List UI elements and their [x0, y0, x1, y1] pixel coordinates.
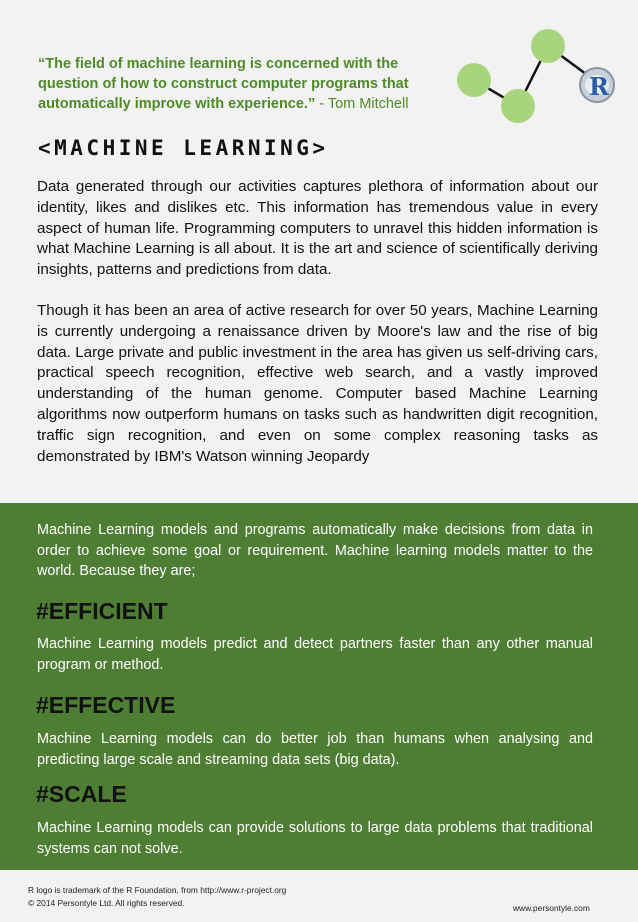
- footer-copyright: © 2014 Persontyle Ltd. All rights reserved.: [28, 898, 185, 908]
- heading-efficient: #EFFICIENT: [36, 598, 168, 624]
- page-title: <MACHINE LEARNING>: [38, 136, 329, 160]
- molecule-node: [457, 63, 491, 97]
- heading-scale: #SCALE: [36, 781, 127, 807]
- molecule-graphic: [452, 28, 622, 128]
- quote-text: “The field of machine learning is concerned with the question of how to construct computer programs that automatically improve with experience.”: [38, 56, 409, 112]
- heading-effective: #EFFECTIVE: [36, 692, 176, 718]
- text-efficient: Machine Learning models predict and detect partners faster than any other manual program or method.: [37, 636, 593, 673]
- r-logo-icon: [580, 68, 614, 102]
- text-effective: Machine Learning models can do better job than humans when analysing and predicting large scale and streaming data sets (big data).: [37, 731, 593, 768]
- quote-author: - Tom Mitchell: [315, 96, 409, 112]
- footer-url[interactable]: www.persontyle.com: [513, 903, 590, 913]
- molecule-node: [531, 29, 565, 63]
- green-intro: Machine Learning models and programs automatically make decisions from data in order to achieve some goal or requirement. Machine learning models matter to the world. Because they are;: [37, 522, 593, 579]
- paragraph-2: Though it has been an area of active research for over 50 years, Machine Learning is currently undergoing a renaissance driven by Moore's law and the rise of big data. Large private and public investment in the area has given us self-driving cars, practical speech recognition, effective web search, and a vastly improved understanding of the human genome. Computer based Machine Learning algorithms now outperform humans on tasks such as handwritten digit recognition, traffic sign recognition, and even on some complex reasoning tasks as demonstrated by IBM's Watson winning Jeopardy: [37, 302, 598, 465]
- footer-trademark: R logo is trademark of the R Foundation, from http://www.r-project.org: [28, 885, 287, 895]
- text-scale: Machine Learning models can provide solutions to large data problems that traditional systems can not solve.: [37, 820, 593, 857]
- molecule-node: [501, 89, 535, 123]
- paragraph-1: Data generated through our activities captures plethora of information about our identity, likes and dislikes etc. This information has tremendous value in every aspect of human life. Programming computers to unravel this hidden information is what Machine Learning is all about. It is the art and science of scientifically deriving insights, patterns and predictions from data.: [37, 178, 598, 279]
- r-logo-letter: R: [589, 72, 609, 101]
- quote: [38, 54, 438, 114]
- footer: [0, 870, 638, 922]
- green-band: [0, 503, 638, 870]
